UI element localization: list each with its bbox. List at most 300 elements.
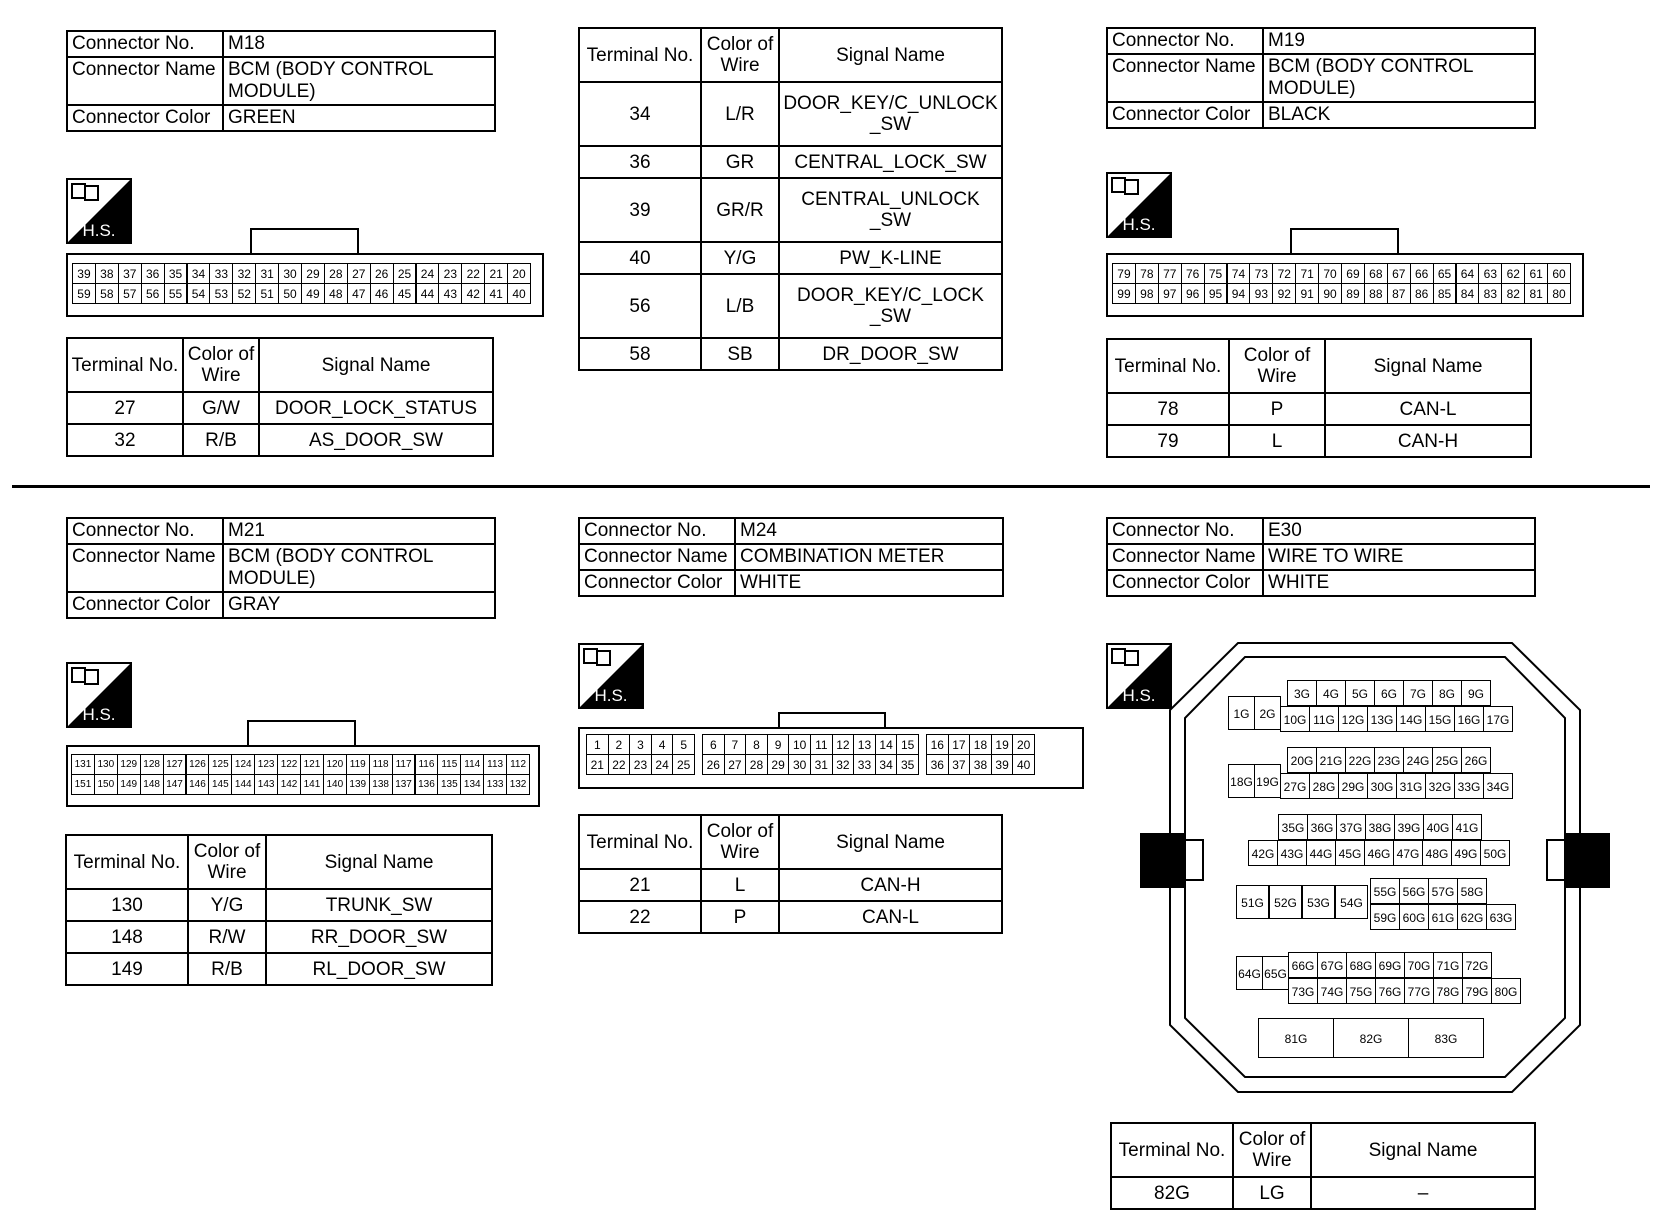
- table-row: 79 L CAN-H: [1107, 425, 1531, 457]
- pin-cell: 142: [277, 774, 301, 795]
- pin-cell: 60G: [1399, 904, 1429, 930]
- pin-cell: 19G: [1254, 764, 1281, 798]
- m18-terminal-table: [66, 337, 494, 457]
- pin-cell: 45: [393, 283, 417, 304]
- pin-cell: 90: [1318, 283, 1342, 304]
- connector-no-label: Connector No.: [1107, 518, 1263, 544]
- m19-connector-info-table: [1106, 27, 1536, 129]
- wire-color-header: Color of Wire: [183, 338, 259, 392]
- pin-cell: 62G: [1457, 904, 1487, 930]
- pin-cell: 29G: [1338, 773, 1368, 799]
- pin-cell: 32G: [1425, 773, 1455, 799]
- pin-cell: 61: [1524, 263, 1548, 284]
- pin-cell: 42: [461, 283, 485, 304]
- pin-cell: 145: [208, 774, 232, 795]
- m18-connector-info-table: [66, 30, 496, 132]
- pin-cell: 26: [370, 263, 394, 284]
- pin-cell: 24G: [1403, 747, 1433, 773]
- pin-cell: 30: [278, 263, 302, 284]
- pin-cell: 58G: [1457, 878, 1487, 904]
- pin-cell: 22: [461, 263, 485, 284]
- pin-cell: 48G: [1422, 840, 1452, 866]
- pin-cell: 63G: [1486, 904, 1516, 930]
- pin-cell: 118: [369, 754, 393, 775]
- pin-cell: 59G: [1370, 904, 1400, 930]
- wire-color-header: Color of Wire: [701, 28, 779, 82]
- pin-cell: 43G: [1277, 840, 1307, 866]
- pin-cell: 12: [832, 734, 855, 755]
- pin-cell: 127: [163, 754, 187, 775]
- pin-cell: 68G: [1346, 952, 1376, 978]
- pin-cell: 16G: [1454, 706, 1484, 732]
- connector-color-label: Connector Color: [67, 105, 223, 131]
- pin-cell: 114: [460, 754, 484, 775]
- pin-cell: 36G: [1307, 814, 1337, 840]
- pin-cell: 75: [1204, 263, 1228, 284]
- pin-cell: 14G: [1396, 706, 1426, 732]
- pin-cell: 21G: [1316, 747, 1346, 773]
- pin-cell: 26: [702, 754, 725, 775]
- pin-cell: 141: [300, 774, 324, 795]
- pin-cell: 25: [393, 263, 417, 284]
- pin-cell: 33: [853, 754, 876, 775]
- pin-cell: 84: [1456, 283, 1480, 304]
- table-row: 21 L CAN-H: [579, 869, 1002, 901]
- pin-cell: 2G: [1254, 696, 1281, 730]
- pin-cell: 33: [209, 263, 233, 284]
- pin-cell: 80G: [1491, 978, 1521, 1004]
- pin-cell: 33G: [1454, 773, 1484, 799]
- pin-cell: 147: [163, 774, 187, 795]
- table-row: 27 G/W DOOR_LOCK_STATUS: [67, 392, 493, 424]
- pin-cell: 95: [1204, 283, 1228, 304]
- pin-cell: 151: [71, 774, 95, 795]
- m24-connector-info-table: [578, 517, 1004, 597]
- pin-cell: 11: [810, 734, 833, 755]
- pin-cell: 4G: [1316, 680, 1346, 706]
- pin-cell: 91: [1295, 283, 1319, 304]
- pin-cell: 80: [1547, 283, 1571, 304]
- pin-cell: 3G: [1287, 680, 1317, 706]
- pin-cell: 29: [301, 263, 325, 284]
- connector-color-label: Connector Color: [67, 592, 223, 618]
- pin-cell: 144: [231, 774, 255, 795]
- pin-cell: 17G: [1483, 706, 1513, 732]
- connector-no-value: M18: [223, 31, 495, 57]
- pin-cell: 3: [629, 734, 652, 755]
- pin-cell: 43: [438, 283, 462, 304]
- table-row: 78 P CAN-L: [1107, 393, 1531, 425]
- pin-cell: 52G: [1269, 885, 1302, 919]
- pin-cell: 40: [507, 283, 531, 304]
- m18-terminal-table-continued: [578, 27, 1003, 371]
- pin-cell: 18: [969, 734, 992, 755]
- pin-cell: 31G: [1396, 773, 1426, 799]
- table-row: 32 R/B AS_DOOR_SW: [67, 424, 493, 456]
- pin-cell: 83G: [1408, 1018, 1484, 1058]
- table-row: 34 L/R DOOR_KEY/C_UNLOCK _SW: [579, 82, 1002, 146]
- pin-cell: 44: [416, 283, 440, 304]
- pin-cell: 70G: [1404, 952, 1434, 978]
- pin-cell: 57G: [1428, 878, 1458, 904]
- harness-side-icon: [66, 178, 132, 244]
- pin-cell: 16: [926, 734, 949, 755]
- pin-cell: 18G: [1228, 764, 1255, 798]
- pin-cell: 2: [608, 734, 631, 755]
- connector-name-value: COMBINATION METER: [735, 544, 1003, 570]
- pin-cell: 42G: [1248, 840, 1278, 866]
- pin-cell: 27G: [1280, 773, 1310, 799]
- table-row: 36 GR CENTRAL_LOCK_SW: [579, 146, 1002, 178]
- pin-cell: 29: [767, 754, 790, 775]
- table-row: 56 L/B DOOR_KEY/C_LOCK _SW: [579, 274, 1002, 338]
- pin-cell: 22G: [1345, 747, 1375, 773]
- pin-cell: 30G: [1367, 773, 1397, 799]
- e30-terminal-table: [1110, 1122, 1536, 1210]
- pin-cell: 35G: [1278, 814, 1308, 840]
- pin-cell: 140: [323, 774, 347, 795]
- pin-cell: 74G: [1317, 978, 1347, 1004]
- pin-cell: 136: [415, 774, 439, 795]
- pin-cell: 123: [254, 754, 278, 775]
- pin-cell: 40: [1012, 754, 1035, 775]
- wire-color-header: Color of Wire: [701, 815, 779, 869]
- pin-cell: 55: [164, 283, 188, 304]
- pin-cell: 77G: [1404, 978, 1434, 1004]
- m21-terminal-table: [65, 834, 493, 986]
- svg-text:H.S.: H.S.: [1122, 686, 1156, 705]
- signal-name-header: Signal Name: [266, 835, 492, 889]
- pin-cell: 24: [651, 754, 674, 775]
- connector-name-value: BCM (BODY CONTROL MODULE): [223, 57, 495, 105]
- pin-cell: 77: [1158, 263, 1182, 284]
- pin-cell: 34: [187, 263, 211, 284]
- pin-cell: 6: [702, 734, 725, 755]
- pin-cell: 96: [1181, 283, 1205, 304]
- pin-cell: 82: [1501, 283, 1525, 304]
- pin-cell: 49: [301, 283, 325, 304]
- pin-cell: 39: [991, 754, 1014, 775]
- connector-color-value: WHITE: [735, 570, 1003, 596]
- pin-cell: 35: [164, 263, 188, 284]
- signal-name-header: Signal Name: [1311, 1123, 1535, 1177]
- pin-cell: 78G: [1433, 978, 1463, 1004]
- pin-cell: 23: [629, 754, 652, 775]
- pin-cell: 50G: [1480, 840, 1510, 866]
- pin-cell: 68: [1364, 263, 1388, 284]
- pin-cell: 36: [926, 754, 949, 775]
- pin-cell: 115: [437, 754, 461, 775]
- pin-cell: 120: [323, 754, 347, 775]
- pin-cell: 75G: [1346, 978, 1376, 1004]
- pin-cell: 32: [832, 754, 855, 775]
- pin-cell: 94: [1227, 283, 1251, 304]
- pin-cell: 4: [651, 734, 674, 755]
- connector-name-value: BCM (BODY CONTROL MODULE): [1263, 54, 1535, 102]
- pin-cell: 78: [1135, 263, 1159, 284]
- pin-cell: 34G: [1483, 773, 1513, 799]
- pin-cell: 97: [1158, 283, 1182, 304]
- connector-no-label: Connector No.: [67, 31, 223, 57]
- pin-cell: 50: [278, 283, 302, 304]
- pin-cell: 59: [72, 283, 96, 304]
- wire-color-header: Color of Wire: [1233, 1123, 1311, 1177]
- pin-cell: 41: [484, 283, 508, 304]
- pin-cell: 7G: [1403, 680, 1433, 706]
- pin-cell: 15: [896, 734, 919, 755]
- pin-cell: 25G: [1432, 747, 1462, 773]
- pin-cell: 11G: [1309, 706, 1339, 732]
- pin-cell: 9: [767, 734, 790, 755]
- pin-cell: 56: [141, 283, 165, 304]
- wire-color-header: Color of Wire: [188, 835, 266, 889]
- connector-name-label: Connector Name: [67, 57, 223, 105]
- pin-cell: 117: [392, 754, 416, 775]
- pin-cell: 88: [1364, 283, 1388, 304]
- pin-cell: 5G: [1345, 680, 1375, 706]
- pin-cell: 20: [507, 263, 531, 284]
- terminal-no-header: Terminal No.: [1111, 1123, 1233, 1177]
- connector-color-label: Connector Color: [1107, 570, 1263, 596]
- table-row: 82G LG –: [1111, 1177, 1535, 1209]
- pin-cell: 119: [346, 754, 370, 775]
- pin-cell: 130: [94, 754, 118, 775]
- pin-cell: 139: [346, 774, 370, 795]
- e30-pin-layout: [1140, 640, 1610, 1095]
- m18-latch: [250, 228, 359, 255]
- pin-cell: 28: [324, 263, 348, 284]
- pin-cell: 39G: [1394, 814, 1424, 840]
- pin-cell: 76: [1181, 263, 1205, 284]
- connector-no-value: M24: [735, 518, 1003, 544]
- connector-no-label: Connector No.: [1107, 28, 1263, 54]
- pin-cell: 38: [969, 754, 992, 775]
- m21-connector-info-table: [66, 517, 496, 619]
- pin-cell: 7: [724, 734, 747, 755]
- pin-cell: 53: [209, 283, 233, 304]
- connector-name-label: Connector Name: [67, 544, 223, 592]
- pin-cell: 131: [71, 754, 95, 775]
- harness-side-icon: [1106, 172, 1172, 238]
- pin-cell: 134: [460, 774, 484, 795]
- pin-cell: 30: [788, 754, 811, 775]
- pin-cell: 62: [1501, 263, 1525, 284]
- table-row: 22 P CAN-L: [579, 901, 1002, 933]
- terminal-no-header: Terminal No.: [67, 338, 183, 392]
- connector-name-value: WIRE TO WIRE: [1263, 544, 1535, 570]
- pin-cell: 66: [1410, 263, 1434, 284]
- pin-cell: 37: [948, 754, 971, 775]
- pin-cell: 13G: [1367, 706, 1397, 732]
- svg-text:H.S.: H.S.: [1122, 215, 1156, 234]
- pin-cell: 35: [896, 754, 919, 775]
- pin-cell: 20G: [1287, 747, 1317, 773]
- pin-cell: 15G: [1425, 706, 1455, 732]
- pin-cell: 81: [1524, 283, 1548, 304]
- pin-cell: 5: [672, 734, 695, 755]
- pin-cell: 143: [254, 774, 278, 795]
- pin-cell: 37: [118, 263, 142, 284]
- terminal-no-header: Terminal No.: [1107, 339, 1229, 393]
- pin-cell: 32: [232, 263, 256, 284]
- pin-cell: 38: [95, 263, 119, 284]
- pin-cell: 25: [672, 754, 695, 775]
- pin-cell: 54: [187, 283, 211, 304]
- pin-cell: 112: [506, 754, 530, 775]
- connector-color-label: Connector Color: [1107, 102, 1263, 128]
- pin-cell: 20: [1012, 734, 1035, 755]
- connector-name-label: Connector Name: [1107, 544, 1263, 570]
- pin-cell: 66G: [1288, 952, 1318, 978]
- terminal-no-header: Terminal No.: [66, 835, 188, 889]
- m21-latch: [247, 720, 356, 747]
- pin-cell: 69G: [1375, 952, 1405, 978]
- pin-cell: 23G: [1374, 747, 1404, 773]
- connector-color-label: Connector Color: [579, 570, 735, 596]
- connector-color-value: GREEN: [223, 105, 495, 131]
- e30-connector-info-table: [1106, 517, 1536, 597]
- pin-cell: 28G: [1309, 773, 1339, 799]
- pin-cell: 41G: [1452, 814, 1482, 840]
- connector-name-label: Connector Name: [1107, 54, 1263, 102]
- signal-name-header: Signal Name: [779, 28, 1002, 82]
- pin-cell: 51G: [1236, 885, 1269, 919]
- pin-cell: 21: [586, 754, 609, 775]
- pin-cell: 138: [369, 774, 393, 795]
- pin-cell: 82G: [1333, 1018, 1409, 1058]
- wire-color-header: Color of Wire: [1229, 339, 1325, 393]
- pin-cell: 13: [853, 734, 876, 755]
- pin-cell: 39: [72, 263, 96, 284]
- pin-cell: 46G: [1364, 840, 1394, 866]
- pin-cell: 21: [484, 263, 508, 284]
- pin-cell: 55G: [1370, 878, 1400, 904]
- pin-cell: 69: [1341, 263, 1365, 284]
- pin-cell: 135: [437, 774, 461, 795]
- pin-cell: 61G: [1428, 904, 1458, 930]
- pin-cell: 10G: [1280, 706, 1310, 732]
- pin-cell: 92: [1272, 283, 1296, 304]
- connector-no-label: Connector No.: [67, 518, 223, 544]
- pin-cell: 146: [186, 774, 210, 795]
- pin-cell: 79G: [1462, 978, 1492, 1004]
- pin-cell: 71G: [1433, 952, 1463, 978]
- pin-cell: 46: [370, 283, 394, 304]
- pin-cell: 64: [1456, 263, 1480, 284]
- pin-cell: 72: [1272, 263, 1296, 284]
- pin-cell: 49G: [1451, 840, 1481, 866]
- pin-cell: 73G: [1288, 978, 1318, 1004]
- pin-cell: 17: [948, 734, 971, 755]
- pin-cell: 76G: [1375, 978, 1405, 1004]
- pin-cell: 8: [745, 734, 768, 755]
- svg-text:H.S.: H.S.: [82, 705, 116, 724]
- table-row: 39 GR/R CENTRAL_UNLOCK _SW: [579, 178, 1002, 242]
- pin-cell: 27: [724, 754, 747, 775]
- pin-cell: 26G: [1461, 747, 1491, 773]
- pin-cell: 149: [117, 774, 141, 795]
- svg-text:H.S.: H.S.: [82, 221, 116, 240]
- harness-side-icon: [578, 643, 644, 709]
- table-row: 130 Y/G TRUNK_SW: [66, 889, 492, 921]
- pin-cell: 113: [483, 754, 507, 775]
- connector-no-value: M21: [223, 518, 495, 544]
- m19-latch: [1290, 228, 1399, 255]
- m24-terminal-table: [578, 814, 1003, 934]
- connector-no-label: Connector No.: [579, 518, 735, 544]
- pin-cell: 65G: [1262, 956, 1289, 990]
- m19-terminal-table: [1106, 338, 1532, 458]
- terminal-no-header: Terminal No.: [579, 28, 701, 82]
- pin-cell: 124: [231, 754, 255, 775]
- pin-cell: 56G: [1399, 878, 1429, 904]
- pin-cell: 89: [1341, 283, 1365, 304]
- pin-cell: 9G: [1461, 680, 1491, 706]
- pin-cell: 129: [117, 754, 141, 775]
- pin-cell: 126: [186, 754, 210, 775]
- svg-text:H.S.: H.S.: [594, 686, 628, 705]
- table-row: 58 SB DR_DOOR_SW: [579, 338, 1002, 370]
- pin-cell: 86: [1410, 283, 1434, 304]
- pin-cell: 36: [141, 263, 165, 284]
- pin-cell: 45G: [1335, 840, 1365, 866]
- pin-cell: 10: [788, 734, 811, 755]
- pin-cell: 27: [347, 263, 371, 284]
- pin-cell: 81G: [1258, 1018, 1334, 1058]
- pin-cell: 98: [1135, 283, 1159, 304]
- pin-cell: 116: [415, 754, 439, 775]
- pin-cell: 47: [347, 283, 371, 304]
- pin-cell: 133: [483, 774, 507, 795]
- connector-color-value: BLACK: [1263, 102, 1535, 128]
- pin-cell: 8G: [1432, 680, 1462, 706]
- pin-cell: 37G: [1336, 814, 1366, 840]
- pin-cell: 12G: [1338, 706, 1368, 732]
- pin-cell: 93: [1249, 283, 1273, 304]
- pin-cell: 83: [1478, 283, 1502, 304]
- harness-side-icon: [66, 662, 132, 728]
- connector-name-label: Connector Name: [579, 544, 735, 570]
- pin-cell: 31: [255, 263, 279, 284]
- pin-cell: 132: [506, 774, 530, 795]
- pin-cell: 128: [140, 754, 164, 775]
- table-row: 148 R/W RR_DOOR_SW: [66, 921, 492, 953]
- pin-cell: 65: [1433, 263, 1457, 284]
- pin-cell: 1: [586, 734, 609, 755]
- pin-cell: 125: [208, 754, 232, 775]
- connector-no-value: E30: [1263, 518, 1535, 544]
- pin-cell: 6G: [1374, 680, 1404, 706]
- pin-cell: 47G: [1393, 840, 1423, 866]
- pin-cell: 52: [232, 283, 256, 304]
- pin-cell: 148: [140, 774, 164, 795]
- pin-cell: 63: [1478, 263, 1502, 284]
- pin-cell: 19: [991, 734, 1014, 755]
- pin-cell: 48: [324, 283, 348, 304]
- pin-cell: 67: [1387, 263, 1411, 284]
- pin-cell: 79: [1112, 263, 1136, 284]
- pin-cell: 44G: [1306, 840, 1336, 866]
- connector-color-value: WHITE: [1263, 570, 1535, 596]
- signal-name-header: Signal Name: [1325, 339, 1531, 393]
- pin-cell: 87: [1387, 283, 1411, 304]
- section-divider: [12, 485, 1650, 488]
- table-row: 40 Y/G PW_K-LINE: [579, 242, 1002, 274]
- connector-no-value: M19: [1263, 28, 1535, 54]
- pin-cell: 57: [118, 283, 142, 304]
- pin-cell: 122: [277, 754, 301, 775]
- pin-cell: 23: [438, 263, 462, 284]
